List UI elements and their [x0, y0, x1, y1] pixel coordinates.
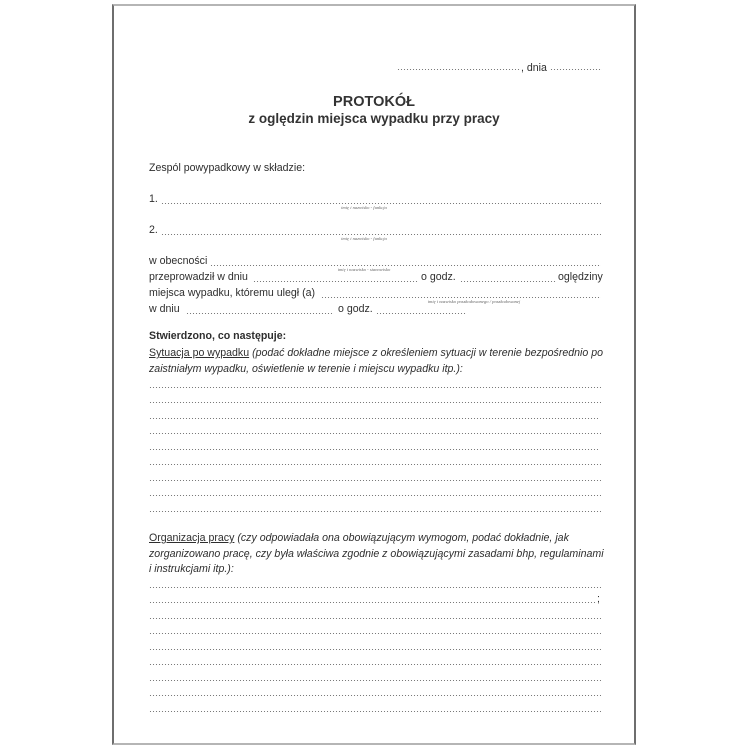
w-obecnosci-label: w obecności — [149, 255, 208, 267]
situation-label: Sytuacja po wypadku — [149, 347, 250, 359]
document-subtitle: z oględzin miejsca wypadku przy pracy — [248, 111, 500, 126]
o-godz-label: o godz. — [421, 271, 456, 283]
situation-line-6[interactable] — [149, 464, 601, 465]
w-obecnosci-caption: imię i nazwisko - stanowisko — [337, 267, 391, 272]
member-1-caption: imię i nazwisko - funkcja — [341, 205, 387, 210]
miejsca-wypadku-label: miejsca wypadku, któremu uległ (a) — [149, 287, 316, 299]
member-2-field[interactable] — [161, 234, 601, 235]
member-2-caption: imię i nazwisko - funkcja — [341, 236, 387, 241]
przeprowadzil-time-field[interactable] — [460, 281, 556, 282]
organization-description — [149, 532, 569, 545]
organization-line-8[interactable] — [149, 695, 601, 696]
member-number: 1. — [149, 193, 158, 205]
place-field[interactable] — [397, 69, 521, 70]
ogledziny-label: oględziny — [558, 271, 603, 283]
victim-name-caption: imię i nazwisko poszkodowanego / poszkodowanej — [427, 299, 521, 304]
situation-line-4[interactable] — [149, 433, 601, 434]
dnia-label: , dnia — [521, 62, 547, 74]
document-page — [112, 4, 636, 745]
situation-line-3[interactable] — [149, 418, 598, 419]
place-date-line — [397, 62, 602, 75]
organization-line-7[interactable] — [149, 680, 601, 681]
organization-line-2-suffix: ; — [597, 593, 600, 605]
situation-line-2[interactable] — [149, 402, 601, 403]
o-godz-label-2: o godz. — [338, 303, 373, 315]
committee-member-2 — [149, 224, 158, 237]
member-number: 2. — [149, 224, 158, 236]
situation-desc-line1: (podać dokładne miejsce z określeniem sytuacji w terenie bezpośrednio po — [249, 347, 604, 359]
committee-member-1 — [149, 193, 158, 206]
przeprowadzil-date-field[interactable] — [253, 281, 418, 282]
organization-line-9[interactable] — [149, 711, 601, 712]
member-1-field[interactable] — [161, 203, 601, 204]
date-field[interactable] — [550, 69, 602, 70]
situation-desc-line2: zaistniałym wypadku, oświetlenie w terenie i miejscu wypadku itp.): — [149, 363, 463, 375]
organization-desc-line3: i instrukcjami itp.): — [149, 563, 234, 575]
situation-line-8[interactable] — [149, 495, 601, 496]
victim-name-field[interactable] — [321, 297, 601, 298]
w-obecnosci-field[interactable] — [210, 265, 601, 266]
w-dniu-label: w dniu — [149, 303, 180, 315]
w-dniu-time-field[interactable] — [376, 313, 466, 314]
organization-line-5[interactable] — [149, 649, 601, 650]
committee-heading: Zespól powypadkowy w składzie: — [149, 162, 306, 174]
organization-desc-line1: (czy odpowiadała ona obowiązującym wymogom, podać dokładnie, jak — [234, 532, 569, 544]
document-title: PROTOKÓŁ — [333, 94, 415, 110]
situation-description — [149, 347, 603, 360]
organization-line-3[interactable] — [149, 618, 601, 619]
organization-line-6[interactable] — [149, 664, 601, 665]
przeprowadzil-label: przeprowadził w dniu — [149, 271, 248, 283]
organization-label: Organizacja pracy — [149, 532, 235, 544]
organization-line-2[interactable] — [149, 602, 597, 603]
situation-line-7[interactable] — [149, 480, 601, 481]
situation-line-1[interactable] — [149, 387, 601, 388]
organization-line-4[interactable] — [149, 633, 601, 634]
organization-line-1[interactable] — [149, 587, 601, 588]
situation-line-5[interactable] — [149, 449, 598, 450]
findings-heading: Stwierdzono, co następuje: — [149, 330, 287, 342]
w-dniu-date-field[interactable] — [186, 313, 334, 314]
situation-line-9[interactable] — [149, 511, 601, 512]
organization-desc-line2: zorganizowano pracę, czy była właściwa zgodnie z obowiązującymi zasadami bhp, regulaminami — [149, 548, 604, 560]
